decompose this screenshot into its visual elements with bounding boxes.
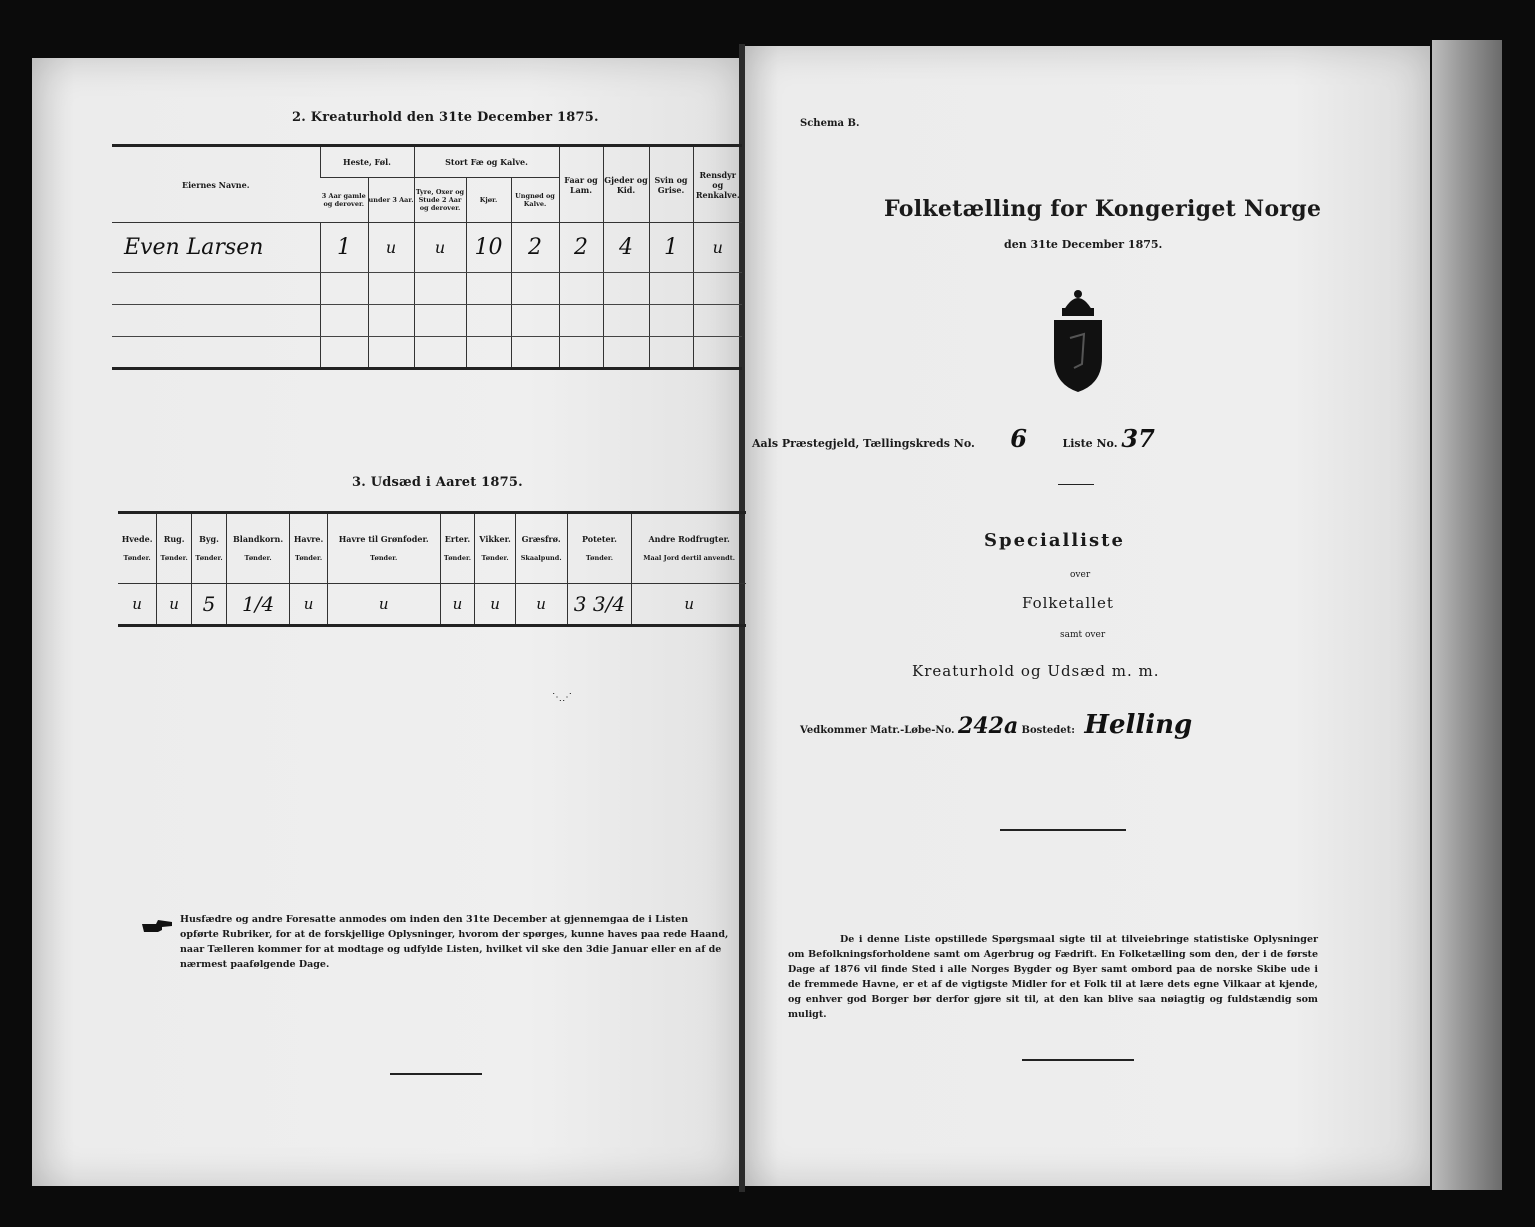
list-label: Liste No. [1062, 437, 1118, 450]
seed-header-unit: Tønder. [244, 554, 272, 563]
seed-header-name: Byg. [199, 534, 219, 545]
middle-rule [1000, 829, 1126, 831]
seed-value-9: 3 3/4 [567, 583, 632, 625]
seed-header-name: Erter. [444, 534, 471, 545]
decorative-mark: ⋱⋰ [552, 692, 572, 703]
value-cows: 10 [466, 223, 511, 273]
seed-header-row [118, 513, 746, 584]
seed-value-3: 1/4 [226, 583, 289, 625]
seed-header-unit: Tønder. [195, 554, 223, 563]
parish-label: Aals Præstegjeld, [752, 437, 860, 450]
value-reindeer: u [693, 223, 742, 273]
seed-header-10 [632, 513, 746, 584]
seed-value-7: u [475, 583, 515, 625]
value-goats: 4 [603, 223, 649, 273]
page-subtitle: den 31te December 1875. [1004, 238, 1163, 251]
property-line [800, 710, 1192, 740]
seed-value-0: u [132, 594, 142, 613]
seed-header-unit: Skaalpund. [520, 554, 562, 563]
seed-header-8 [515, 513, 567, 584]
parish-line [752, 424, 1155, 453]
header-horses-young: under 3 Aar. [368, 177, 414, 223]
matr-number: 242a [958, 713, 1019, 739]
header-pigs: Svin og Grise. [649, 146, 693, 223]
header-cattle: Stort Fæ og Kalve. [414, 146, 559, 178]
seed-header-unit: Tønder. [443, 554, 472, 563]
value-bulls: u [414, 223, 466, 273]
owner-name: Even Larsen [112, 223, 320, 273]
seed-value-row [118, 583, 746, 625]
seed-value-4: u [290, 583, 328, 625]
seed-header-name: Rug. [163, 534, 185, 545]
left-end-rule [390, 1073, 482, 1075]
header-owner: Eiernes Navne. [112, 146, 320, 223]
value-horses-young: u [368, 223, 414, 273]
residence-label: Bostedet: [1021, 725, 1075, 736]
seed-header-unit: Tønder. [481, 554, 509, 563]
seed-header-3 [226, 513, 289, 584]
seed-value-5: u [327, 583, 440, 625]
livestock-seed-text: Kreaturhold og Udsæd m. m. [912, 662, 1160, 680]
empty-row [112, 273, 742, 305]
value-sheep: 2 [559, 223, 603, 273]
schema-label: Schema B. [800, 118, 860, 129]
seed-header-unit: Tønder. [123, 554, 151, 563]
seed-value-8: u [515, 583, 567, 625]
seed-header-unit: Tønder. [370, 554, 398, 563]
seed-value-2: 5 [192, 583, 227, 625]
seed-header-unit: Maal Jord dertil anvendt. [643, 554, 735, 563]
seed-header-7 [475, 513, 515, 584]
coat-of-arms-icon [1050, 288, 1106, 392]
header-young-cattle: Ungnød og Kalve. [511, 177, 559, 223]
seed-header-9 [567, 513, 632, 584]
seed-header-2 [192, 513, 227, 584]
footer-text: De i denne Liste opstillede Spørgsmaal sigte til at tilveiebringe statistiske Oplysninger om Befolkningsforholdene samt om Agerbrug og Fædrift. En Folketælling som den, der i de første Dage af 1876 vil finde Sted i alle Norges Bygder og Byer samt ombord paa de norske Skibe ude i de fremmede Havne, er et af de vigtigste Midler for et Folk til at lære dets egne Vilkaar at kjende, og enhver god Borger bør derfor gjøre sit til, at den kan blive saa nøiagtig og fuldstændig som muligt. [788, 934, 1318, 1020]
value-pigs: 1 [649, 223, 693, 273]
header-reindeer: Rensdyr og Renkalve. [693, 146, 742, 223]
livestock-row [112, 223, 742, 273]
header-horses: Heste, Føl. [320, 146, 414, 178]
district-number: 6 [1010, 424, 1027, 453]
livestock-table [112, 144, 742, 370]
seed-header-6 [440, 513, 475, 584]
seed-header-0 [118, 513, 157, 584]
header-cows: Kjør. [466, 177, 511, 223]
samt-over-text: samt over [1060, 630, 1106, 640]
seed-value-1: u [157, 583, 192, 625]
seed-header-5 [327, 513, 440, 584]
header-bulls: Tyre, Oxer og Stude 2 Aar og derover. [414, 177, 466, 223]
section3-title: 3. Udsæd i Aaret 1875. [352, 475, 523, 490]
short-rule [1058, 484, 1094, 485]
value-young-cattle: 2 [511, 223, 559, 273]
seed-header-name: Vikker. [479, 534, 511, 545]
page-edge-stack [1432, 40, 1502, 1190]
seed-header-name: Havre til Grønfoder. [338, 534, 429, 545]
header-horses-old: 3 Aar gamle og derover. [320, 177, 368, 223]
value-horses-old: 1 [320, 223, 368, 273]
empty-row [112, 305, 742, 337]
seed-value-6: u [440, 583, 475, 625]
matr-label: Vedkommer Matr.-Løbe-No. [800, 725, 955, 736]
seed-header-name: Havre. [293, 534, 324, 545]
header-sheep: Faar og Lam. [559, 146, 603, 223]
page-title: Folketælling for Kongeriget Norge [884, 196, 1322, 222]
seed-header-4 [290, 513, 328, 584]
seed-header-name: Poteter. [581, 534, 617, 545]
seed-header-unit: Tønder. [585, 554, 614, 563]
seed-header-unit: Tønder. [294, 554, 323, 563]
list-number: 37 [1121, 424, 1155, 453]
district-label: Tællingskreds No. [863, 437, 975, 450]
special-list-title: Specialliste [984, 530, 1125, 551]
seed-header-name: Hvede. [121, 534, 153, 545]
right-end-rule [1022, 1059, 1134, 1061]
notice-text: Husfædre og andre Foresatte anmodes om inden den 31te December at gjennemgaa de i Listen opførte Rubriker, for at de forskjellige Oplysninger, hvorom der spørges, kunne haves paa rede Haand, naar Tælleren kommer for at modtage og udfylde Listen, hvilket vil ske den 3die Januar eller en af de nærmest paafølgende Dage. [180, 914, 729, 970]
folketallet-text: Folketallet [1022, 594, 1114, 612]
over-text: over [1070, 570, 1091, 580]
pointing-hand-icon [140, 916, 174, 938]
seed-value-10: u [632, 583, 746, 625]
seed-table [118, 511, 746, 627]
seed-header-name: Græsfrø. [521, 534, 561, 545]
seed-header-unit: Tønder. [160, 554, 188, 563]
section2-title: 2. Kreaturhold den 31te December 1875. [292, 110, 599, 125]
header-goats: Gjeder og Kid. [603, 146, 649, 223]
seed-header-name: Andre Rodfrugter. [648, 534, 730, 545]
residence-value: Helling [1084, 710, 1193, 740]
seed-header-name: Blandkorn. [233, 534, 284, 545]
seed-header-1 [157, 513, 192, 584]
empty-row [112, 337, 742, 369]
